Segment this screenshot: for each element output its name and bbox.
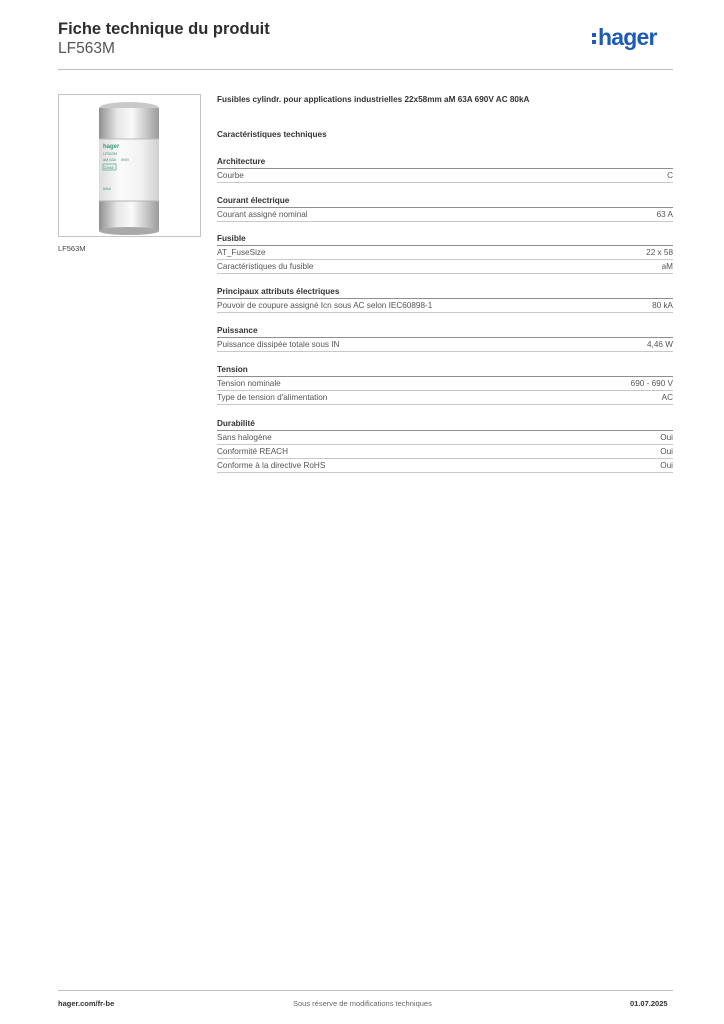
logo-text: hager — [598, 24, 657, 50]
product-description: Fusibles cylindr. pour applications industrielles 22x58mm aM 63A 690V AC 80kA — [217, 95, 530, 104]
spec-label: Caractéristiques du fusible — [217, 262, 314, 271]
spec-label: Sans halogène — [217, 433, 272, 442]
spec-row — [217, 169, 673, 183]
spec-row — [217, 459, 673, 473]
spec-label: Puissance dissipée totale sous IN — [217, 340, 340, 349]
spec-group-courant — [217, 195, 673, 222]
spec-row — [217, 391, 673, 405]
spec-group-title: Tension — [217, 364, 673, 377]
spec-group-title: Puissance — [217, 325, 673, 338]
spec-value: 4,46 W — [647, 340, 673, 349]
product-reference: LF563M — [58, 40, 115, 57]
spec-value: C — [667, 171, 673, 180]
spec-value: Oui — [660, 447, 673, 456]
spec-group-title: Courant électrique — [217, 195, 673, 208]
spec-group-attributs-electriques — [217, 286, 673, 313]
spec-value: 80 kA — [652, 301, 673, 310]
footer-website-link[interactable]: hager.com/fr-be — [58, 999, 115, 1008]
header-divider — [58, 69, 673, 70]
spec-group-title: Durabilité — [217, 418, 673, 431]
hager-logo — [592, 26, 657, 49]
spec-value: 63 A — [656, 210, 673, 219]
footer-divider — [58, 990, 673, 991]
spec-label: Courant assigné nominal — [217, 210, 308, 219]
spec-row — [217, 338, 673, 352]
spec-label: Tension nominale — [217, 379, 281, 388]
page-title: Fiche technique du produit — [58, 20, 270, 38]
footer-disclaimer: Sous réserve de modifications techniques — [293, 999, 432, 1008]
spec-label: AT_FuseSize — [217, 248, 266, 257]
spec-value: AC — [661, 393, 673, 402]
spec-value: Oui — [660, 433, 673, 442]
fuse-label-rating: aM 63A — [103, 158, 117, 162]
spec-group-tension — [217, 364, 673, 405]
spec-row — [217, 431, 673, 445]
fuse-illustration — [59, 95, 200, 236]
spec-label: Pouvoir de coupure assigné Icn sous AC selon IEC60898-1 — [217, 301, 433, 310]
spec-row — [217, 260, 673, 274]
spec-row — [217, 208, 673, 222]
spec-value: 690 - 690 V — [630, 379, 673, 388]
spec-value: 22 x 58 — [646, 248, 673, 257]
spec-group-title: Fusible — [217, 233, 673, 246]
spec-group-fusible — [217, 233, 673, 274]
logo-colon-mark — [592, 33, 596, 44]
spec-label: Conforme à la directive RoHS — [217, 461, 326, 470]
spec-value: aM — [661, 262, 673, 271]
fuse-label-ref: LF563M — [103, 152, 117, 156]
spec-row — [217, 377, 673, 391]
spec-label: Courbe — [217, 171, 244, 180]
spec-label: Type de tension d'alimentation — [217, 393, 328, 402]
spec-row — [217, 445, 673, 459]
fuse-label-class: 22x58 — [104, 166, 114, 170]
spec-group-title: Principaux attributs électriques — [217, 286, 673, 299]
spec-row — [217, 246, 673, 260]
fuse-label-breaking: 80kA — [103, 187, 111, 191]
footer-date: 01.07.2025 — [630, 999, 668, 1008]
spec-group-title: Architecture — [217, 156, 673, 169]
spec-value: Oui — [660, 461, 673, 470]
image-caption: LF563M — [58, 244, 86, 253]
product-image — [58, 94, 201, 237]
spec-group-puissance — [217, 325, 673, 352]
spec-row — [217, 299, 673, 313]
spec-label: Conformité REACH — [217, 447, 288, 456]
spec-group-durabilite — [217, 418, 673, 473]
fuse-label-voltage: 690V — [121, 158, 130, 162]
spec-group-architecture — [217, 156, 673, 183]
specs-section-title: Caractéristiques techniques — [217, 130, 327, 139]
fuse-label-brand: hager — [103, 144, 120, 150]
